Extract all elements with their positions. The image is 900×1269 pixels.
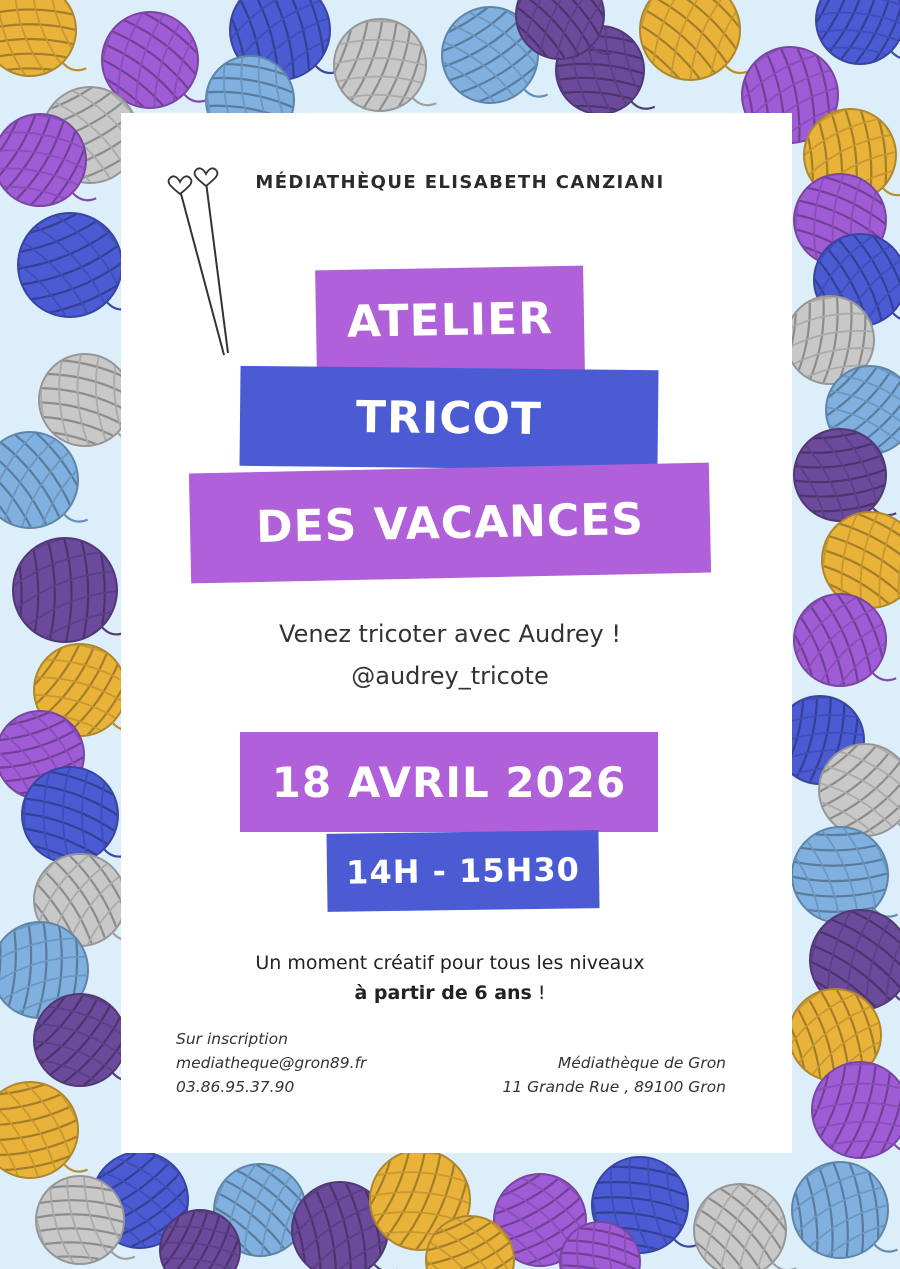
instagram-handle: @audrey_tricote: [351, 662, 549, 690]
yarn-ball-icon: [0, 525, 128, 647]
age-requirement: à partir de 6 ans: [354, 982, 532, 1004]
description-line: Un moment créatif pour tous les niveaux: [255, 952, 645, 974]
title-line-des-vacances: DES VACANCES: [189, 463, 711, 584]
registration-phone[interactable]: 03.86.95.37.90: [176, 1078, 295, 1096]
invitation-text: Venez tricoter avec Audrey !: [279, 620, 621, 648]
yarn-ball-icon: [322, 6, 443, 126]
venue-name: Médiathèque de Gron: [557, 1054, 726, 1072]
yarn-ball-icon: [776, 1147, 900, 1266]
venue-address: 11 Grande Rue , 89100 Gron: [502, 1078, 726, 1096]
title-line-atelier: ATELIER: [315, 266, 585, 375]
event-date: 18 AVRIL 2026: [240, 732, 658, 832]
yarn-ball-icon: [0, 0, 86, 88]
registration-info: [176, 1027, 366, 1099]
yarn-ball-icon: [676, 1162, 808, 1269]
title-line-tricot: TRICOT: [239, 366, 658, 470]
age-line-end: !: [531, 982, 546, 1004]
library-name: MÉDIATHÈQUE ELISABETH CANZIANI: [255, 172, 665, 193]
age-line: [200, 982, 700, 1004]
registration-email[interactable]: mediatheque@gron89.fr: [176, 1054, 367, 1072]
event-time: 14H - 15H30: [326, 830, 599, 912]
venue-info: [480, 1051, 726, 1099]
registration-label: Sur inscription: [176, 1030, 288, 1048]
